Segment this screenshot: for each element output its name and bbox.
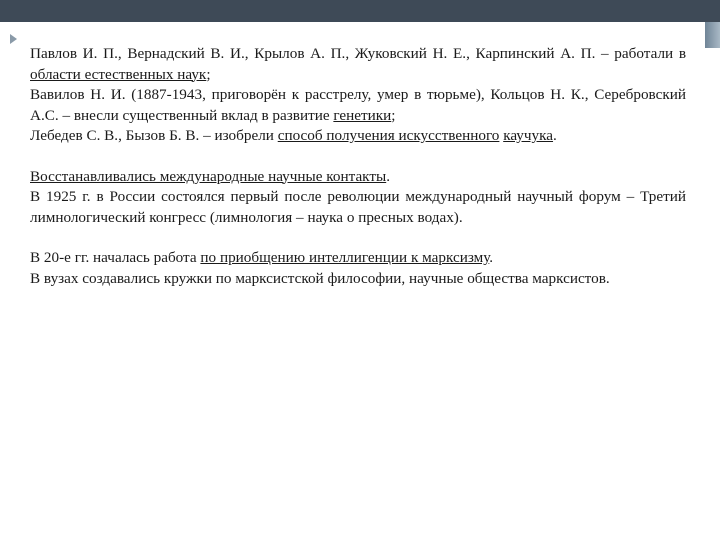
slide-corner-accent [705, 22, 720, 48]
underlined-term: Восстанавливались международные научные контакты [30, 167, 387, 185]
slide-bullet-marker [10, 34, 17, 44]
underlined-term: генетики [333, 106, 392, 124]
paragraph-international-contacts: Восстанавливались международные научные контакты. [30, 167, 390, 185]
paragraph-marxism-work: В 20-е гг. началась работа по приобщению интеллигенции к марксизму. [30, 249, 494, 266]
paragraph-marxist-circles: В вузах создавались кружки по марксистской философии, научные общества марксистов. [30, 269, 610, 287]
paragraph-gap [30, 147, 686, 167]
underlined-term: способ получения искусственного [277, 127, 500, 144]
paragraph-scientists-genetics: Вавилов Н. И. (1887-1943, приговорён к расстрелу, умер в тюрьме), Кольцов Н. К., Серебровский А.С. – внесли существенный вклад в развитие генетики; [30, 86, 686, 124]
slide-top-bar [0, 0, 720, 22]
paragraph-limnology-congress: В 1925 г. в России состоялся первый после революции международный научный форум – Третий лимнологический конгресс (лимнология – наука о пресных водах). [30, 188, 686, 226]
slide-body-text [30, 44, 686, 289]
underlined-term: по приобщению интеллигенции к марксизму [200, 249, 490, 266]
paragraph-gap [30, 228, 686, 248]
paragraph-scientists-rubber: Лебедев С. В., Бызов Б. В. – изобрели способ получения искусственного каучука. [30, 127, 557, 144]
underlined-term: каучука [503, 127, 554, 144]
paragraph-scientists-natural: Павлов И. П., Вернадский В. И., Крылов А. П., Жуковский Н. Е., Карпинский А. П. – работали в области естественных наук; [30, 45, 686, 83]
underlined-term: области естественных наук [30, 65, 207, 83]
